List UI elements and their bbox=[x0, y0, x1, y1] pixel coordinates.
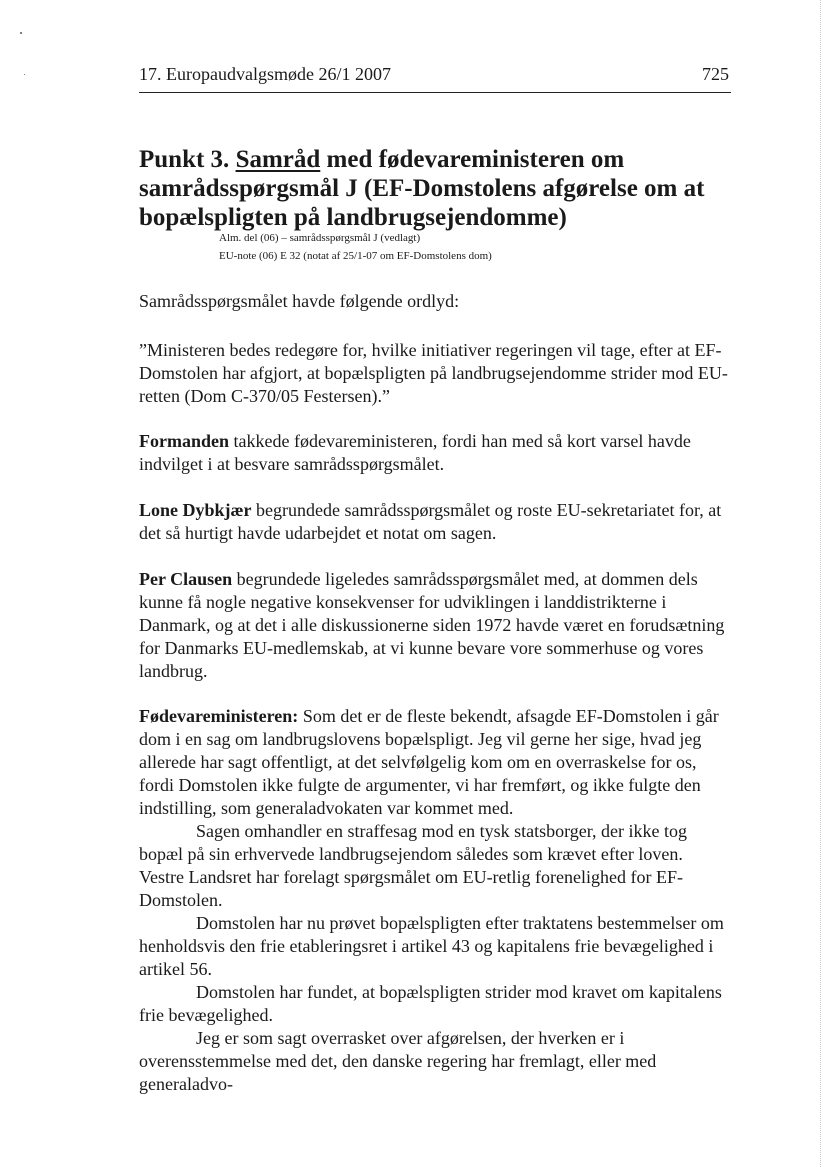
scan-speck bbox=[20, 32, 22, 34]
paragraph-fundet: Domstolen har fundet, at bopælspligten strider mod kravet om kapitalens frie bevægelighed. bbox=[139, 982, 722, 1025]
paragraph-provet: Domstolen har nu prøvet bopælspligten efter traktatens bestemmelser om henholdsvis den frie etableringsret i artikel 43 og kapitalens frie bevægelighed i artikel 56. bbox=[139, 913, 724, 979]
title-underlined-word: Samråd bbox=[235, 146, 321, 173]
speaker-name: Per Clausen bbox=[139, 569, 233, 589]
speaker-name: Lone Dybkjær bbox=[139, 500, 252, 520]
scan-speck bbox=[24, 74, 25, 75]
minister-paragraph bbox=[139, 705, 731, 820]
paragraph-overrasket: Jeg er som sagt overrasket over afgørelsen, der hverken er i overensstemmelse med det, den danske regering har fremlagt, eller med generaladvo- bbox=[139, 1028, 657, 1094]
title-prefix: Punkt 3. bbox=[139, 146, 236, 173]
page-header bbox=[139, 62, 731, 93]
intro-paragraph: Samrådsspørgsmålet havde følgende ordlyd: bbox=[139, 291, 460, 311]
speaker-name: Fødevareministeren: bbox=[139, 706, 299, 726]
statement-lone-dybkjaer bbox=[139, 499, 731, 545]
title-rest: med fødevareministeren om samrådsspørgsmål J (EF-Domstolens afgørelse om at bopælspligten på landbrugsejendomme) bbox=[139, 146, 705, 231]
statement-formanden bbox=[139, 430, 731, 476]
paragraph-sagen: Sagen omhandler en straffesag mod en tysk statsborger, der ikke tog bopæl på sin erhvervede landbrugsejendom således som krævet efter loven. Vestre Landsret har forelagt spørgsmålet om EU-retlig forenelighed for EF-Domstolen. bbox=[139, 821, 687, 910]
reference-line: EU-note (06) E 32 (notat af 25/1-07 om EF-Domstolens dom) bbox=[219, 250, 492, 262]
statement-text: begrundede ligeledes samrådsspørgsmålet med, at dommen dels kunne få nogle negative konsekvenser for udviklingen i landdistrikterne i Danmark, og at det i alle diskussionerne siden 1972 havde været en forudsætning for Danmarks EU-medlemskab, at vi kunne bevare vore sommerhuse og vores landbrug. bbox=[139, 569, 725, 681]
speaker-name: Formanden bbox=[139, 431, 229, 451]
document-references bbox=[219, 229, 492, 265]
question-paragraph: ”Ministeren bedes redegøre for, hvilke initiativer regeringen vil tage, efter at EF-Domstolen har afgjort, at bopælspligten på landbrugsejendomme strider mod EU-retten (Dom C-370/05 Festersen).” bbox=[139, 340, 728, 406]
agenda-item-title bbox=[139, 145, 739, 232]
reference-line: Alm. del (06) – samrådsspørgsmål J (vedlagt) bbox=[219, 232, 421, 244]
statement-per-clausen bbox=[139, 568, 731, 683]
statement-text: Som det er de fleste bekendt, afsagde EF-Domstolen i går dom i en sag om landbrugslovens bopælspligt. Jeg vil gerne her sige, hvad jeg allerede har sagt offentligt, at det selvfølgelig kom om en overraskelse for os, fordi Domstolen ikke fulgte de argumenter, vi har fremført, og ikke fulgte den indstilling, som generaladvokaten var kommet med. bbox=[139, 706, 719, 818]
page-number: 725 bbox=[702, 64, 729, 84]
statement-text: takkede fødevareministeren, fordi han med så kort varsel havde indvilget i at besvare samrådsspørgsmålet. bbox=[139, 431, 691, 474]
statement-text: begrundede samrådsspørgsmålet og roste EU-sekretariatet for, at det så hurtigt havde udarbejdet et notat om sagen. bbox=[139, 500, 722, 543]
scan-edge bbox=[819, 0, 821, 1167]
meeting-title: 17. Europaudvalgsmøde 26/1 2007 bbox=[139, 64, 391, 84]
minister-statement bbox=[139, 705, 731, 1096]
